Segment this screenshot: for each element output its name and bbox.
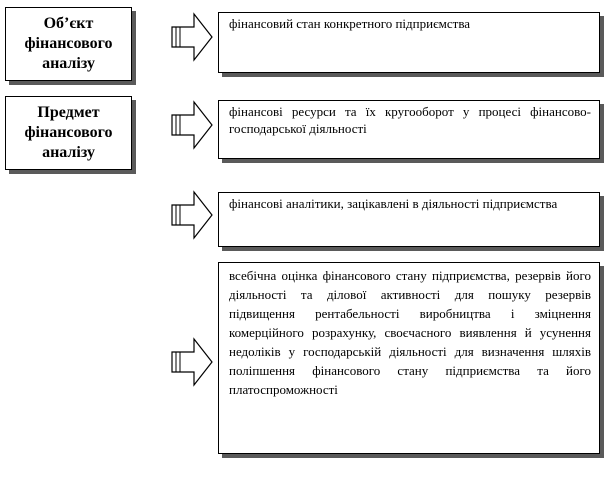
arrow-1 [168, 12, 218, 62]
subject-definition-box [218, 100, 600, 159]
subject-definition-text: фінансові ресурси та їх кругооборот у процесі фінансово-господарської діяльності [229, 104, 591, 136]
subjects-of-analysis-box [218, 192, 600, 247]
object-box [5, 7, 132, 81]
object-definition-box [218, 12, 600, 73]
arrow-3 [168, 190, 218, 240]
arrow-4 [168, 337, 218, 387]
subjects-of-analysis-text: фінансові аналітики, зацікавлені в діяльності підприємства [229, 196, 558, 211]
analysis-goal-box [218, 262, 600, 454]
object-box-label: Об’єкт фінансового аналізу [24, 15, 113, 72]
subject-box [5, 96, 132, 170]
subject-box-label: Предмет фінансового аналізу [24, 104, 113, 161]
object-definition-text: фінансовий стан конкретного підприємства [229, 16, 471, 31]
analysis-goal-text: всебічна оцінка фінансового стану підприємства, резервів його діяльності та ділової активності для пошуку резервів підвищення рентабельності виробництва і зміцнення комерційного розрахунку, своєчасного виявлення й усунення недоліків у господарській діяльності для визначення шляхів поліпшення фінансового стану підприємства та його платоспроможності [229, 268, 591, 397]
arrow-2 [168, 100, 218, 150]
